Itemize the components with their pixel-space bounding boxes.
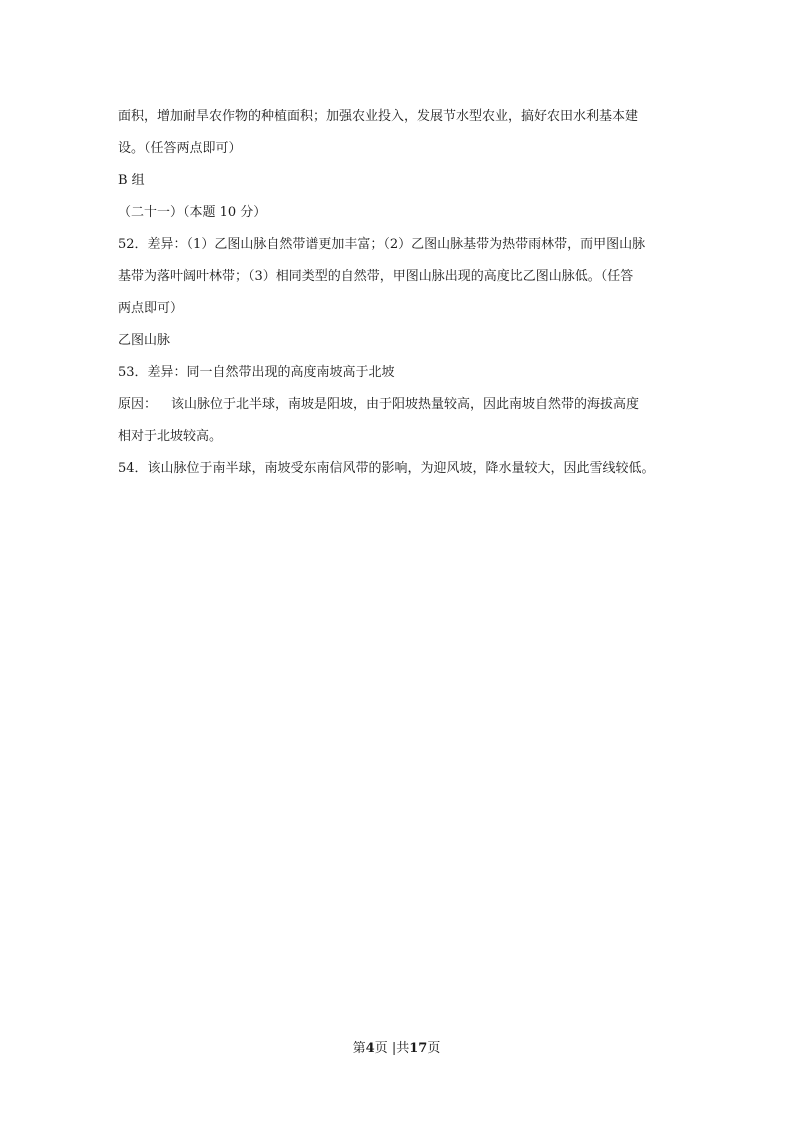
answer-52-line: 52．差异：（1）乙图山脉自然带谱更加丰富；（2）乙图山脉基带为热带雨林带，而甲图山脉 xyxy=(118,237,646,252)
answer-53-line: 相对于北坡较高。 xyxy=(118,429,223,444)
answer-52-line: 基带为落叶阔叶林带；（3）相同类型的自然带，甲图山脉出现的高度比乙图山脉低。（任答 xyxy=(118,269,634,284)
answer-52-conclusion: 乙图山脉 xyxy=(118,333,171,348)
footer-suffix: 页 xyxy=(427,1041,441,1056)
document-body xyxy=(118,101,688,485)
answer-52-line: 两点即可） xyxy=(118,301,184,316)
reason-label: 原因： xyxy=(118,397,158,412)
group-heading: B 组 xyxy=(118,173,145,188)
answer-54-line: 54．该山脉位于南半球，南坡受东南信风带的影响，为迎风坡，降水量较大，因此雪线较低。 xyxy=(118,461,655,476)
section-heading: （二十一）（本题 10 分） xyxy=(118,205,267,220)
footer-page-number: 4 xyxy=(365,1041,375,1056)
footer-mid: 页 |共 xyxy=(374,1041,410,1056)
text-line: 设。（任答两点即可） xyxy=(118,141,242,156)
answer-53-reason xyxy=(118,389,688,421)
footer-prefix: 第 xyxy=(352,1041,366,1056)
answer-53-line: 53．差异：同一自然带出现的高度南坡高于北坡 xyxy=(118,365,395,380)
page-footer xyxy=(0,1040,793,1058)
text-line: 面积，增加耐旱农作物的种植面积；加强农业投入，发展节水型农业，搞好农田水利基本建 xyxy=(118,109,639,124)
footer-total-pages: 17 xyxy=(409,1041,428,1056)
reason-text: 该山脉位于北半球，南坡是阳坡，由于阳坡热量较高，因此南坡自然带的海拔高度 xyxy=(171,397,640,412)
